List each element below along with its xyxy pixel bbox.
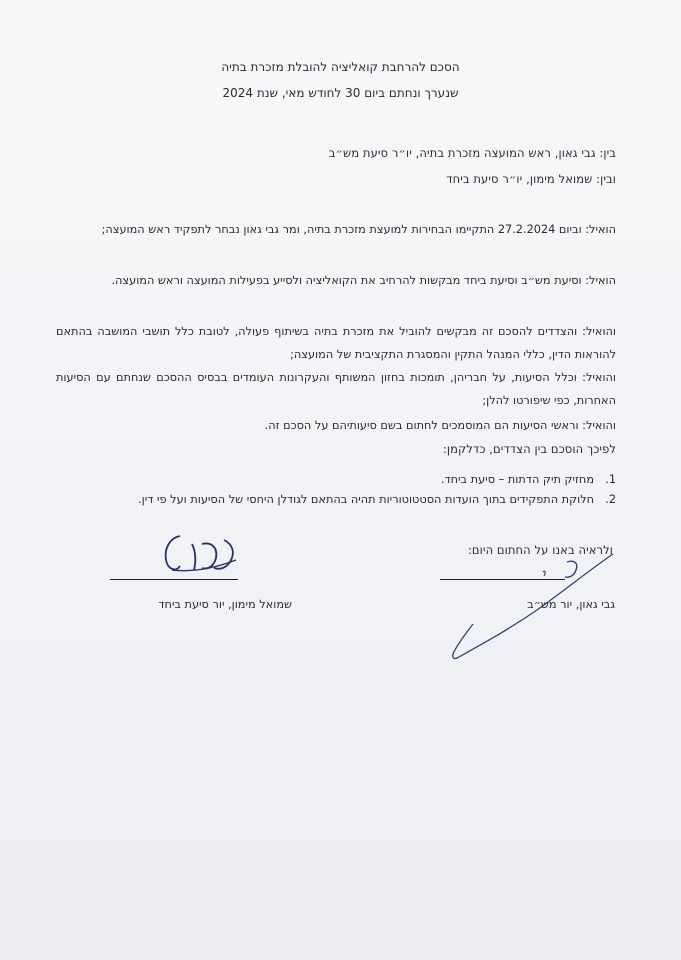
signature-line-left bbox=[110, 579, 238, 580]
clause-1 bbox=[56, 469, 616, 490]
whereas-5: והואיל: וראשי הסיעות הם המוסמכים לחתום בשם סיעותיהם על הסכם זה. bbox=[264, 419, 616, 432]
signature-shmuel-mimon bbox=[110, 530, 245, 582]
party-1: בין: גבי גאון, ראש המועצה מזכרת בתיה, יו״ר סיעת מש״ב bbox=[328, 146, 616, 160]
clause-number: 2. bbox=[605, 493, 616, 506]
signature-line-right bbox=[440, 579, 565, 580]
agreement-intro: לפיכך הוסכם בין הצדדים, כדלקמן: bbox=[442, 442, 616, 456]
clause-2 bbox=[56, 489, 616, 510]
signature-name-right: גבי גאון, יור מש״ב bbox=[527, 598, 615, 611]
whereas-1: הואיל: וביום 27.2.2024 התקיימו הבחירות למועצת מזכרת בתיה, ומר גבי גאון נבחר לתפקיד ראש המועצה; bbox=[101, 223, 616, 236]
whereas-4: והואיל: וכלל הסיעות, על חבריהן, תומכות בחזון המשותף והעקרונות העומדים בבסיס ההסכם שנחתם עם הסיעות האחרות, כפי שיפורטו להלן; bbox=[56, 371, 616, 407]
clause-text: מחזיק תיק הדתות – סיעת ביחד. bbox=[440, 473, 594, 486]
clause-number: 1. bbox=[605, 473, 616, 486]
signature-name-left: שמואל מימון, יור סיעת ביחד bbox=[158, 598, 292, 611]
party-2: ובין: שמואל מימון, יו״ר סיעת ביחד bbox=[446, 172, 616, 186]
whereas-2: הואיל: וסיעת מש״ב וסיעת ביחד מבקשות להרחיב את הקואליציה ולסייע בפעילות המועצה וראש המועצה. bbox=[111, 274, 616, 287]
whereas-3: והואיל: והצדדים להסכם זה מבקשים להוביל את מזכרת בתיה בשיתוף פעולה, לטובת כלל תושבי המושבה בהתאם להוראות הדין, כללי המנהל התקין והמסגרת התקציבית של המועצה; bbox=[56, 325, 616, 361]
document-title: הסכם להרחבת קואליציה להובלת מזכרת בתיה bbox=[221, 60, 460, 74]
witness-line: ולראיה באנו על החתום היום: bbox=[467, 543, 613, 557]
clause-text: חלוקת התפקידים בתוך הועדות הסטטוטוריות תהיה בהתאם לגודלן היחסי של הסיעות ועל פי דין. bbox=[138, 493, 594, 506]
document-subtitle: שנערך ונחתם ביום 30 לחודש מאי, שנת 2024 bbox=[222, 86, 459, 100]
